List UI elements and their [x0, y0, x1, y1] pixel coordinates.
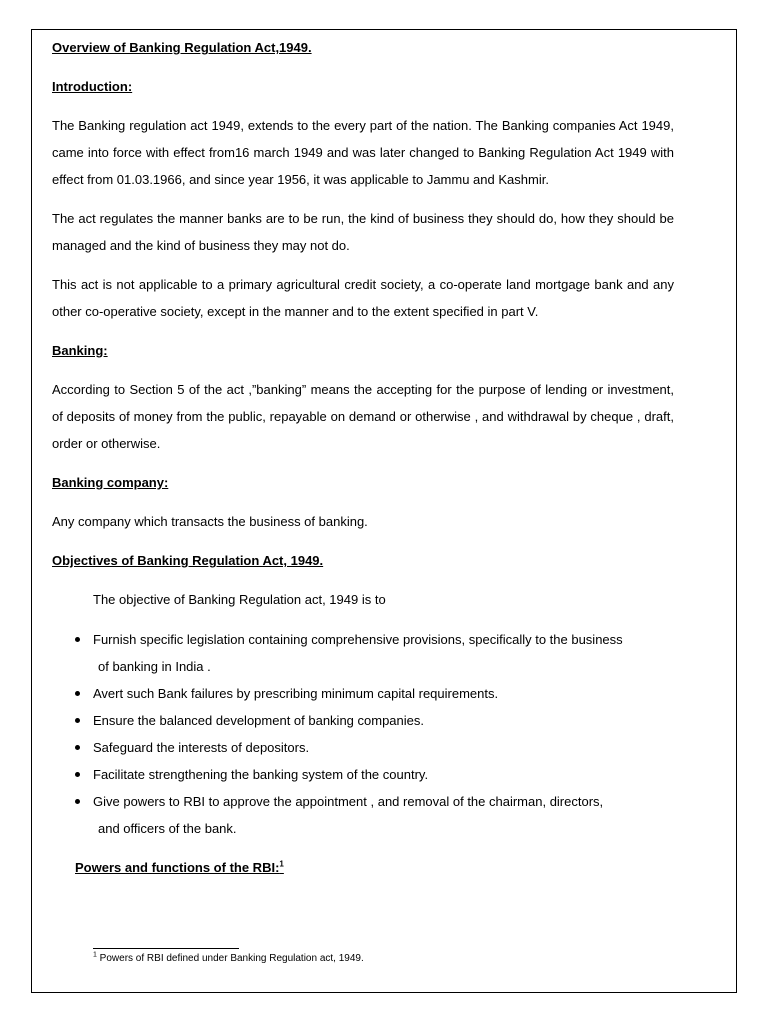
introduction-paragraph-3: This act is not applicable to a primary agricultural credit society, a co-operate land mortgage bank and any other co-operative society, except in the manner and to the extent specified in part V. [52, 277, 674, 319]
list-item-text: Safeguard the interests of depositors. [93, 740, 310, 755]
footnote-text: Powers of RBI defined under Banking Regulation act, 1949. [96, 953, 364, 964]
document-body [52, 34, 674, 881]
footnote-separator [93, 948, 239, 949]
list-item-text: Ensure the balanced development of banking companies. [93, 713, 424, 728]
list-item-text: Avert such Bank failures by prescribing minimum capital requirements. [93, 686, 499, 701]
list-item [52, 626, 674, 680]
objectives-heading: Objectives of Banking Regulation Act, 1949. [52, 553, 324, 568]
list-item [52, 734, 674, 761]
banking-paragraph: According to Section 5 of the act ,”banking” means the accepting for the purpose of lending or investment, of deposits of money from the public, repayable on demand or otherwise , and withdrawal by cheque , draft, order or otherwise. [52, 382, 674, 451]
list-item-text: Facilitate strengthening the banking system of the country. [93, 767, 429, 782]
bullet-icon [75, 799, 80, 804]
bullet-icon [75, 745, 80, 750]
bullet-icon [75, 691, 80, 696]
banking-heading: Banking: [52, 343, 108, 358]
list-item-text: Give powers to RBI to approve the appointment , and removal of the chairman, directors, [93, 794, 604, 809]
list-item [52, 788, 674, 842]
list-item-text: Furnish specific legislation containing comprehensive provisions, specifically to the business [93, 632, 623, 647]
powers-heading [52, 854, 674, 881]
bullet-icon [75, 637, 80, 642]
list-item [52, 680, 674, 707]
powers-heading-text: Powers and functions of the RBI: [75, 860, 280, 875]
banking-company-paragraph: Any company which transacts the business of banking. [52, 514, 368, 529]
list-item [52, 761, 674, 788]
footnote-mark: 1 [93, 951, 97, 959]
document-title: Overview of Banking Regulation Act,1949. [52, 40, 312, 55]
list-item [52, 707, 674, 734]
footnote-reference[interactable]: 1 [279, 859, 284, 869]
bullet-icon [75, 718, 80, 723]
objectives-intro: The objective of Banking Regulation act, 1949 is to [93, 592, 386, 607]
introduction-paragraph-1: The Banking regulation act 1949, extends to the every part of the nation. The Banking companies Act 1949, came into force with effect from16 march 1949 and was later changed to Banking Regulation Act 1949 with effect from 01.03.1966, and since year 1956, it was applicable to Jammu and Kashmir. [52, 118, 674, 187]
introduction-heading: Introduction: [52, 79, 133, 94]
introduction-paragraph-2: The act regulates the manner banks are to be run, the kind of business they should do, how they should be managed and the kind of business they may not do. [52, 211, 674, 253]
list-item-continuation: of banking in India . [98, 659, 211, 674]
bullet-icon [75, 772, 80, 777]
list-item-continuation: and officers of the bank. [98, 821, 237, 836]
banking-company-heading: Banking company: [52, 475, 169, 490]
objectives-list [52, 626, 674, 842]
footnote [93, 953, 364, 964]
